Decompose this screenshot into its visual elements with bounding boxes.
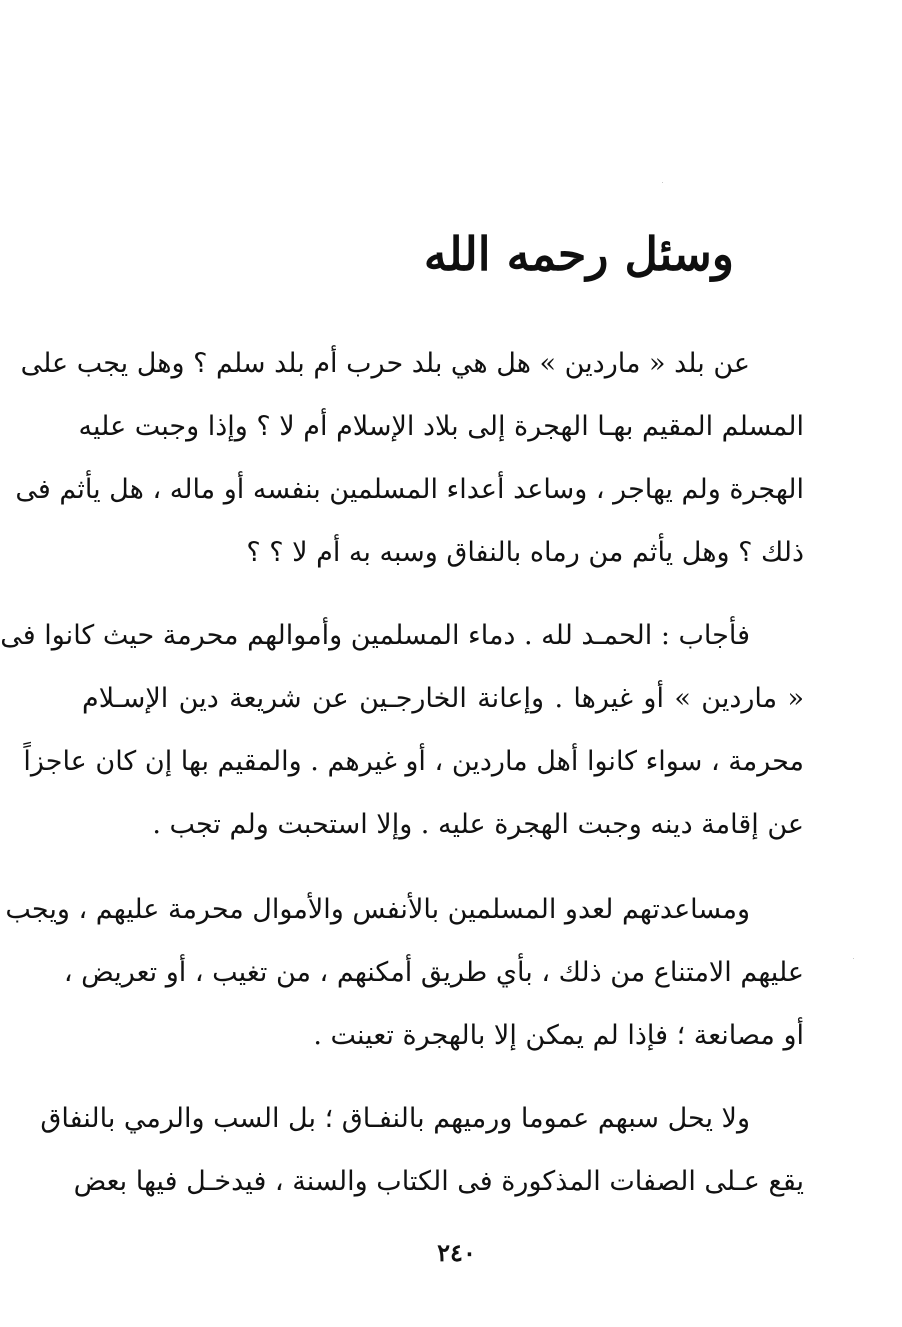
text-line: ذلك ؟ وهل يأثم من رماه بالنفاق وسبه به أم لا ؟ ؟ [246, 537, 804, 568]
section-heading: وسئل رحمه الله [423, 227, 734, 281]
text-line: يقع عـلى الصفات المذكورة فى الكتاب والسنة ، فيدخـل فيها بعض [73, 1166, 804, 1197]
text-line: فأجاب : الحمـد لله . دماء المسلمين وأموالهم محرمة حيث كانوا فى [0, 620, 750, 651]
text-line: عن إقامة دينه وجبت الهجرة عليه . وإلا استحبت ولم تجب . [152, 809, 804, 840]
body-paragraph [5, 878, 804, 1067]
answer-paragraph [0, 604, 804, 856]
paper-speck [853, 958, 854, 959]
text-line: المسلم المقيم بهـا الهجرة إلى بلاد الإسلام أم لا ؟ وإذا وجبت عليه [78, 411, 804, 442]
text-line: أو مصانعة ؛ فإذا لم يمكن إلا بالهجرة تعينت . [313, 1020, 804, 1051]
text-line: محرمة ، سواء كانوا أهل ماردين ، أو غيرهم . والمقيم بها إن كان عاجزاً [23, 746, 804, 777]
text-line: عن بلد « ماردين » هل هي بلد حرب أم بلد سلم ؟ وهل يجب على [20, 348, 750, 379]
question-paragraph [15, 332, 804, 584]
text-line: « ماردين » أو غيرها . وإعانة الخارجـين عن شريعة دين الإسـلام [82, 683, 804, 714]
text-line: ومساعدتهم لعدو المسلمين بالأنفس والأموال محرمة عليهم ، ويجب [5, 894, 750, 925]
body-paragraph [40, 1087, 804, 1213]
text-line: عليهم الامتناع من ذلك ، بأي طريق أمكنهم ، من تغيب ، أو تعريض ، [63, 957, 804, 988]
paper-speck [662, 182, 663, 183]
text-line: ولا يحل سبهم عموما ورميهم بالنفـاق ؛ بل السب والرمي بالنفاق [40, 1103, 750, 1134]
page-number: ٢٤٠ [437, 1238, 476, 1267]
text-line: الهجرة ولم يهاجر ، وساعد أعداء المسلمين بنفسه أو ماله ، هل يأثم فى [15, 474, 804, 505]
